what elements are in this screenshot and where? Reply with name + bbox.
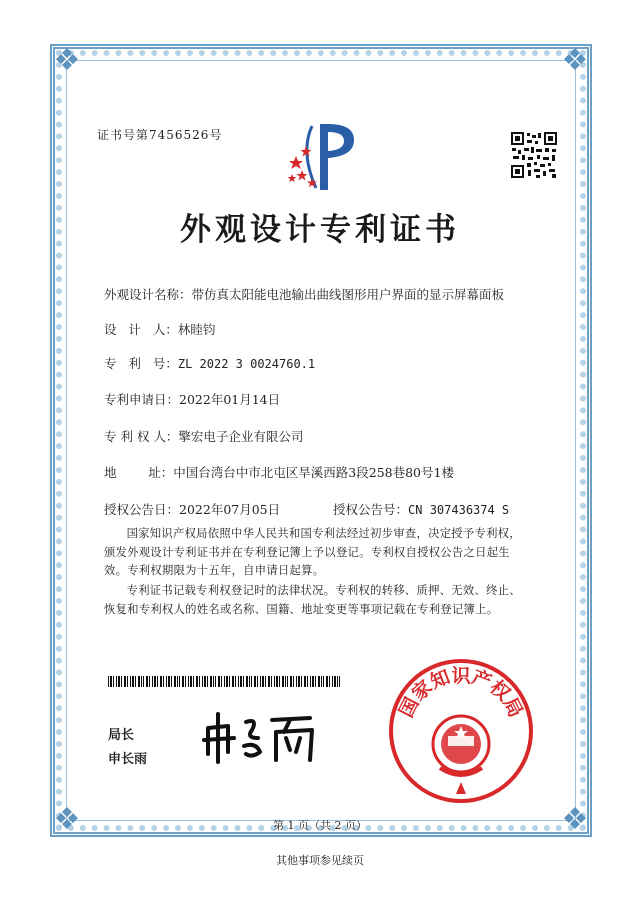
grant-number-label: 授权公告号： [333, 502, 409, 517]
official-seal-icon [388, 658, 534, 804]
address-row [104, 463, 454, 481]
patent-number-row [104, 354, 315, 372]
page-number: 第 1 页（共 2 页） [273, 819, 367, 832]
svg-text:国家知识产权局 [395, 664, 527, 721]
grant-date-label: 授权公告日： [104, 502, 180, 517]
filing-date-row [104, 390, 280, 408]
grant-number-value: CN 307436374 S [408, 503, 510, 517]
certificate-title: 外观设计专利证书 [180, 212, 460, 248]
patentee-row [104, 427, 303, 445]
patent-number-value: ZL 2022 3 0024760.1 [177, 357, 316, 371]
corner-ornament-icon: ❖ [561, 802, 589, 837]
design-name-row [104, 285, 504, 303]
design-name-value: 带仿真太阳能电池输出曲线图形用户界面的显示屏幕面板 [191, 287, 505, 302]
director-name: 申长雨 [108, 752, 148, 767]
corner-ornament-icon: ❖ [53, 802, 81, 837]
corner-ornament-icon: ❖ [53, 43, 81, 78]
handwritten-signature-icon [200, 708, 320, 764]
address-label: 地 址： [104, 465, 174, 480]
designer-value: 林睦钧 [177, 322, 216, 337]
seal-text: 国家知识产权局 [395, 664, 527, 721]
grant-date-value: 2022年07月05日 [179, 502, 281, 517]
designer-label: 设 计 人： [104, 322, 178, 337]
continuation-note: 其他事项参见续页 [276, 854, 364, 867]
filing-date-label: 专利申请日： [104, 392, 180, 407]
designer-row [104, 320, 215, 338]
patent-number-label: 专 利 号： [104, 356, 178, 371]
director-title: 局长 [108, 728, 135, 743]
barcode-icon [108, 676, 340, 687]
corner-ornament-icon: ❖ [561, 43, 589, 78]
qr-code-icon [510, 131, 558, 179]
legal-status-paragraph: 专利证书记载专利权登记时的法律状况。专利权的转移、质押、无效、终止、恢复和专利权人的姓名或名称、国籍、地址变更等事项记载在专利登记簿上。 [104, 584, 521, 616]
grant-number-row [333, 500, 509, 518]
patentee-value: 擎宏电子企业有限公司 [178, 429, 304, 444]
cnipa-logo-icon [282, 112, 368, 198]
grant-statement-paragraph: 国家知识产权局依照中华人民共和国专利法经过初步审查，决定授予专利权，颁发外观设计专利证书并在专利登记簿上予以登记。专利权自授权公告之日起生效。专利权期限为十五年，自申请日起算。 [104, 527, 521, 577]
certificate-number: 证书号第7456526号 [97, 128, 223, 142]
address-value: 中国台湾台中市北屯区旱溪西路3段258巷80号1楼 [173, 465, 454, 480]
design-name-label: 外观设计名称： [104, 287, 192, 302]
patentee-label: 专 利 权 人： [104, 429, 179, 444]
grant-date-row [104, 500, 280, 518]
filing-date-value: 2022年01月14日 [179, 392, 281, 407]
